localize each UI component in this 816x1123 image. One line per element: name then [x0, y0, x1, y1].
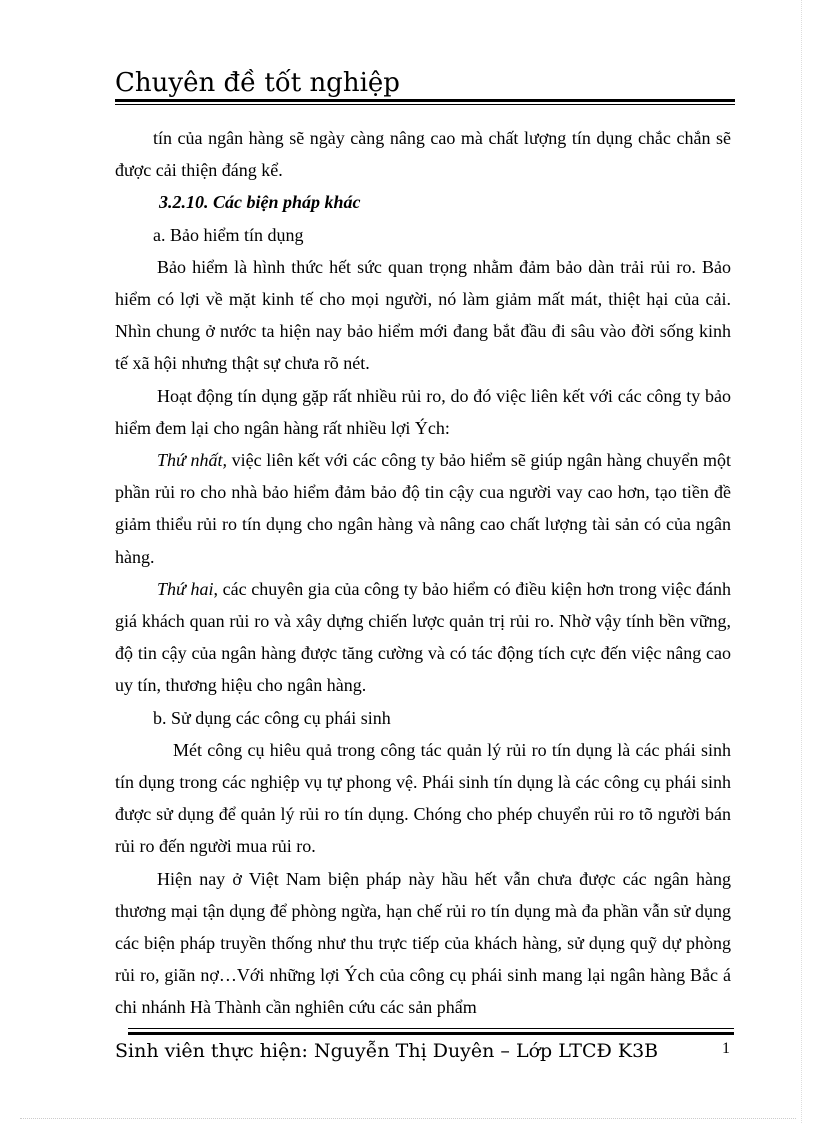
page-edge-bottom — [20, 1118, 796, 1119]
page-edge-right — [801, 0, 802, 1123]
first-benefit-text: việc liên kết với các công ty bảo hiểm sẽ giúp ngân hàng chuyển một phần rủi ro cho nhà bảo hiểm đảm bảo độ tin cậy cua người vay cao hơn, tạo tiền đề giảm thiểu rủi ro tín dụng cho ngân hàng và nâng cao chất lượng tài sản có của ngân hàng. — [115, 450, 731, 567]
paragraph-derivatives: Mét công cụ hiêu quả trong công tác quản lý rủi ro tín dụng là các phái sinh tín dụng trong các nghiệp vụ tự phong vệ. Phái sinh tín dụng là các công cụ phái sinh được sử dụng để quản lý rủi ro tín dụng. Chóng cho phép chuyển rủi ro tõ người bán rủi ro đến người mua rủi ro. — [115, 739, 731, 857]
paragraph-credit-activity: Hoạt động tín dụng gặp rất nhiều rủi ro, do đó việc liên kết với các công ty bảo hiểm đem lại cho ngân hàng rất nhiều lợi Ých: — [115, 385, 731, 438]
footer-student-info: Sinh viên thực hiện: Nguyễn Thị Duyên – Lớp LTCĐ K3B — [115, 1040, 659, 1062]
section-heading: 3.2.10. Các biện pháp khác — [159, 192, 361, 213]
paragraph-insurance-intro: Bảo hiểm là hình thức hết sức quan trọng nhằm đảm bảo dàn trải rủi ro. Bảo hiểm có lợi về mặt kinh tế cho mọi người, nó làm giảm mất mát, thiệt hại của cải. Nhìn chung ở nước ta hiện nay bảo hiểm mới đang bắt đầu đi sâu vào đời sống kinh tế xã hội nhưng thật sự chưa rõ nét. — [115, 256, 731, 374]
page-header-title: Chuyên đề tốt nghiệp — [115, 68, 400, 98]
second-benefit-text: , các chuyên gia của công ty bảo hiểm có điều kiện hơn trong việc đánh giá khách quan rủi ro và xây dựng chiến lược quản trị rủi ro. Nhờ vậy tính bền vững, độ tin cậy của ngân hàng được tăng cường và có tác động tích cực đến việc nâng cao uy tín, thương hiệu cho ngân hàng. — [115, 578, 731, 696]
header-rule-thick — [115, 99, 735, 102]
first-benefit-lead: Thứ nhất, — [157, 450, 227, 471]
footer-rule-thick — [128, 1032, 734, 1035]
paragraph-vietnam-status: Hiện nay ở Việt Nam biện pháp này hầu hết vẫn chưa được các ngân hàng thương mại tận dụng để phòng ngừa, hạn chế rủi ro tín dụng mà đa phần vẫn sử dụng các biện pháp truyền thống như thu trực tiếp của khách hàng, sử dụng quỹ dự phòng rủi ro, giãn nợ…Với những lợi Ých của công cụ phái sinh mang lại ngân hàng Bắc á chi nhánh Hà Thành cần nghiên cứu các sản phẩm — [115, 868, 731, 1018]
paragraph-first-benefit — [115, 444, 731, 573]
subsection-title-a: a. Bảo hiểm tín dụng — [153, 224, 304, 245]
page-number: 1 — [722, 1040, 730, 1057]
paragraph-continuation: tín của ngân hàng sẽ ngày càng nâng cao mà chất lượng tín dụng chắc chắn sẽ được cải thiện đáng kể. — [115, 128, 731, 181]
document-body — [115, 122, 731, 1024]
header-rule-thin — [115, 104, 735, 105]
paragraph-second-benefit — [115, 573, 731, 702]
footer-rule-thin — [128, 1028, 734, 1029]
second-benefit-lead: Thứ hai — [157, 578, 214, 599]
subsection-title-b: b. Sử dụng các công cụ phái sinh — [153, 707, 391, 728]
